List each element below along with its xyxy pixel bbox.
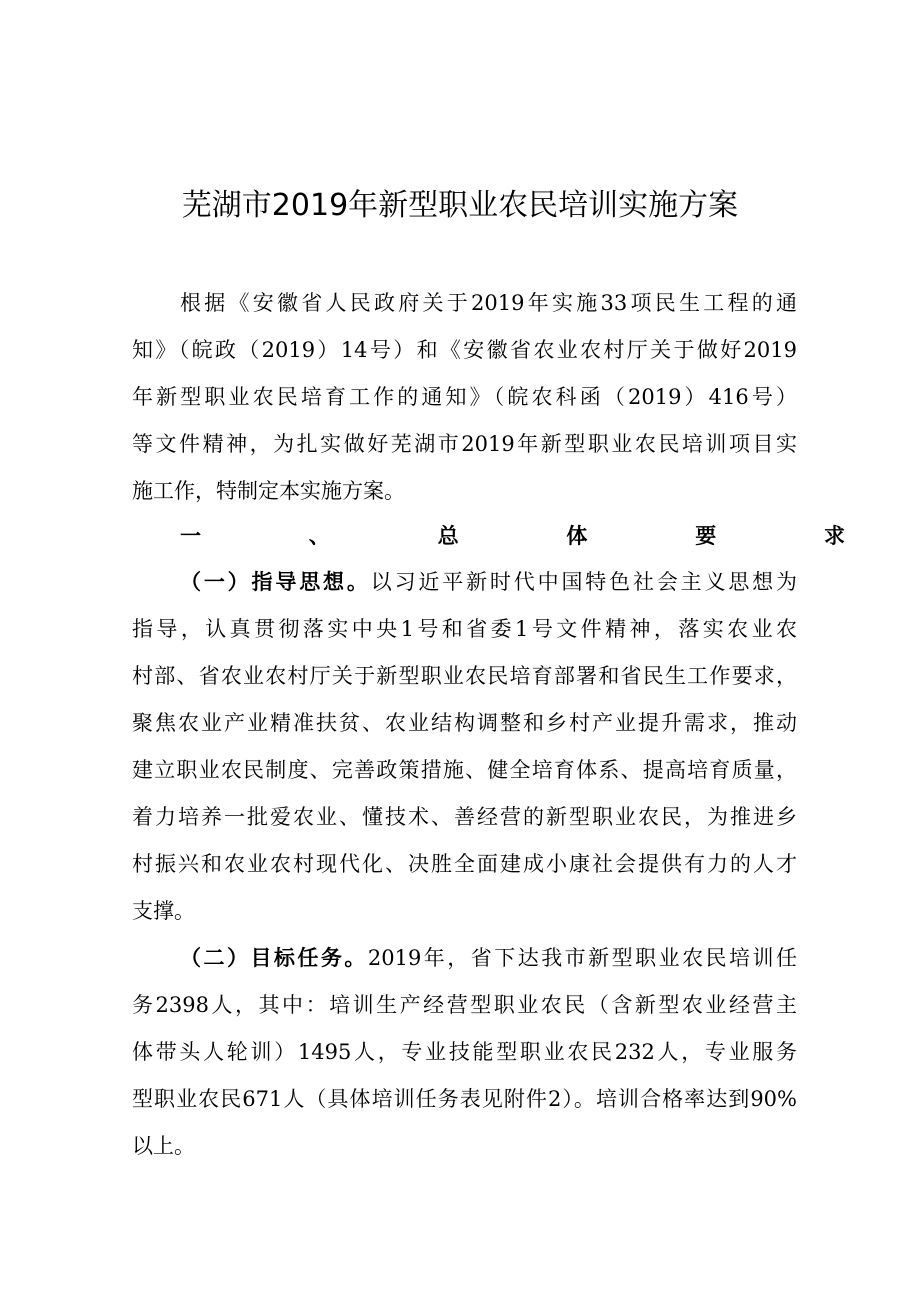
paragraph-line: 支撑。 bbox=[132, 899, 195, 923]
paragraph-line: 建立职业农民制度、完善政策措施、健全培育体系、提高培育质量， bbox=[132, 758, 797, 782]
section-heading: 一、总体要求 bbox=[180, 523, 845, 548]
paragraph-text: 2019年，省下达我市新型职业农民培训任 bbox=[367, 946, 797, 970]
intro-line: 知》（皖政（2019）14号）和《安徽省农业农村厅关于做好2019 bbox=[132, 338, 797, 362]
intro-line: 等文件精神，为扎实做好芜湖市2019年新型职业农民培训项目实 bbox=[132, 432, 797, 456]
paragraph-line: 以上。 bbox=[132, 1134, 195, 1158]
paragraph-line: 聚焦农业产业精准扶贫、农业结构调整和乡村产业提升需求，推动 bbox=[132, 711, 797, 735]
document-title: 芜湖市2019年新型职业农民培训实施方案 bbox=[181, 188, 739, 223]
intro-line: 根据《安徽省人民政府关于2019年实施33项民生工程的通 bbox=[180, 291, 797, 315]
paragraph-line: 村振兴和农业农村现代化、决胜全面建成小康社会提供有力的人才 bbox=[132, 852, 797, 876]
paragraph-line: 务2398人，其中：培训生产经营型职业农民（含新型农业经营主 bbox=[132, 993, 797, 1017]
paragraph-line: 型职业农民671人（具体培训任务表见附件2）。培训合格率达到90% bbox=[132, 1087, 797, 1111]
intro-line: 年新型职业农民培育工作的通知》（皖农科函（2019）416号） bbox=[132, 385, 797, 409]
paragraph-text: 以习近平新时代中国特色社会主义思想为 bbox=[370, 570, 798, 594]
intro-line: 施工作，特制定本实施方案。 bbox=[132, 479, 405, 503]
subsection-heading: （二）目标任务。 bbox=[180, 945, 368, 970]
paragraph-line: 村部、省农业农村厅关于新型职业农民培育部署和省民生工作要求， bbox=[132, 664, 797, 688]
paragraph-line: 体带头人轮训）1495人，专业技能型职业农民232人，专业服务 bbox=[132, 1040, 797, 1064]
paragraph-line bbox=[180, 943, 797, 973]
paragraph-line: 着力培养一批爱农业、懂技术、善经营的新型职业农民，为推进乡 bbox=[132, 805, 797, 829]
subsection-heading: （一）指导思想。 bbox=[180, 569, 371, 594]
paragraph-line bbox=[180, 567, 797, 597]
paragraph-line: 指导，认真贯彻落实中央1号和省委1号文件精神，落实农业农 bbox=[132, 617, 797, 641]
